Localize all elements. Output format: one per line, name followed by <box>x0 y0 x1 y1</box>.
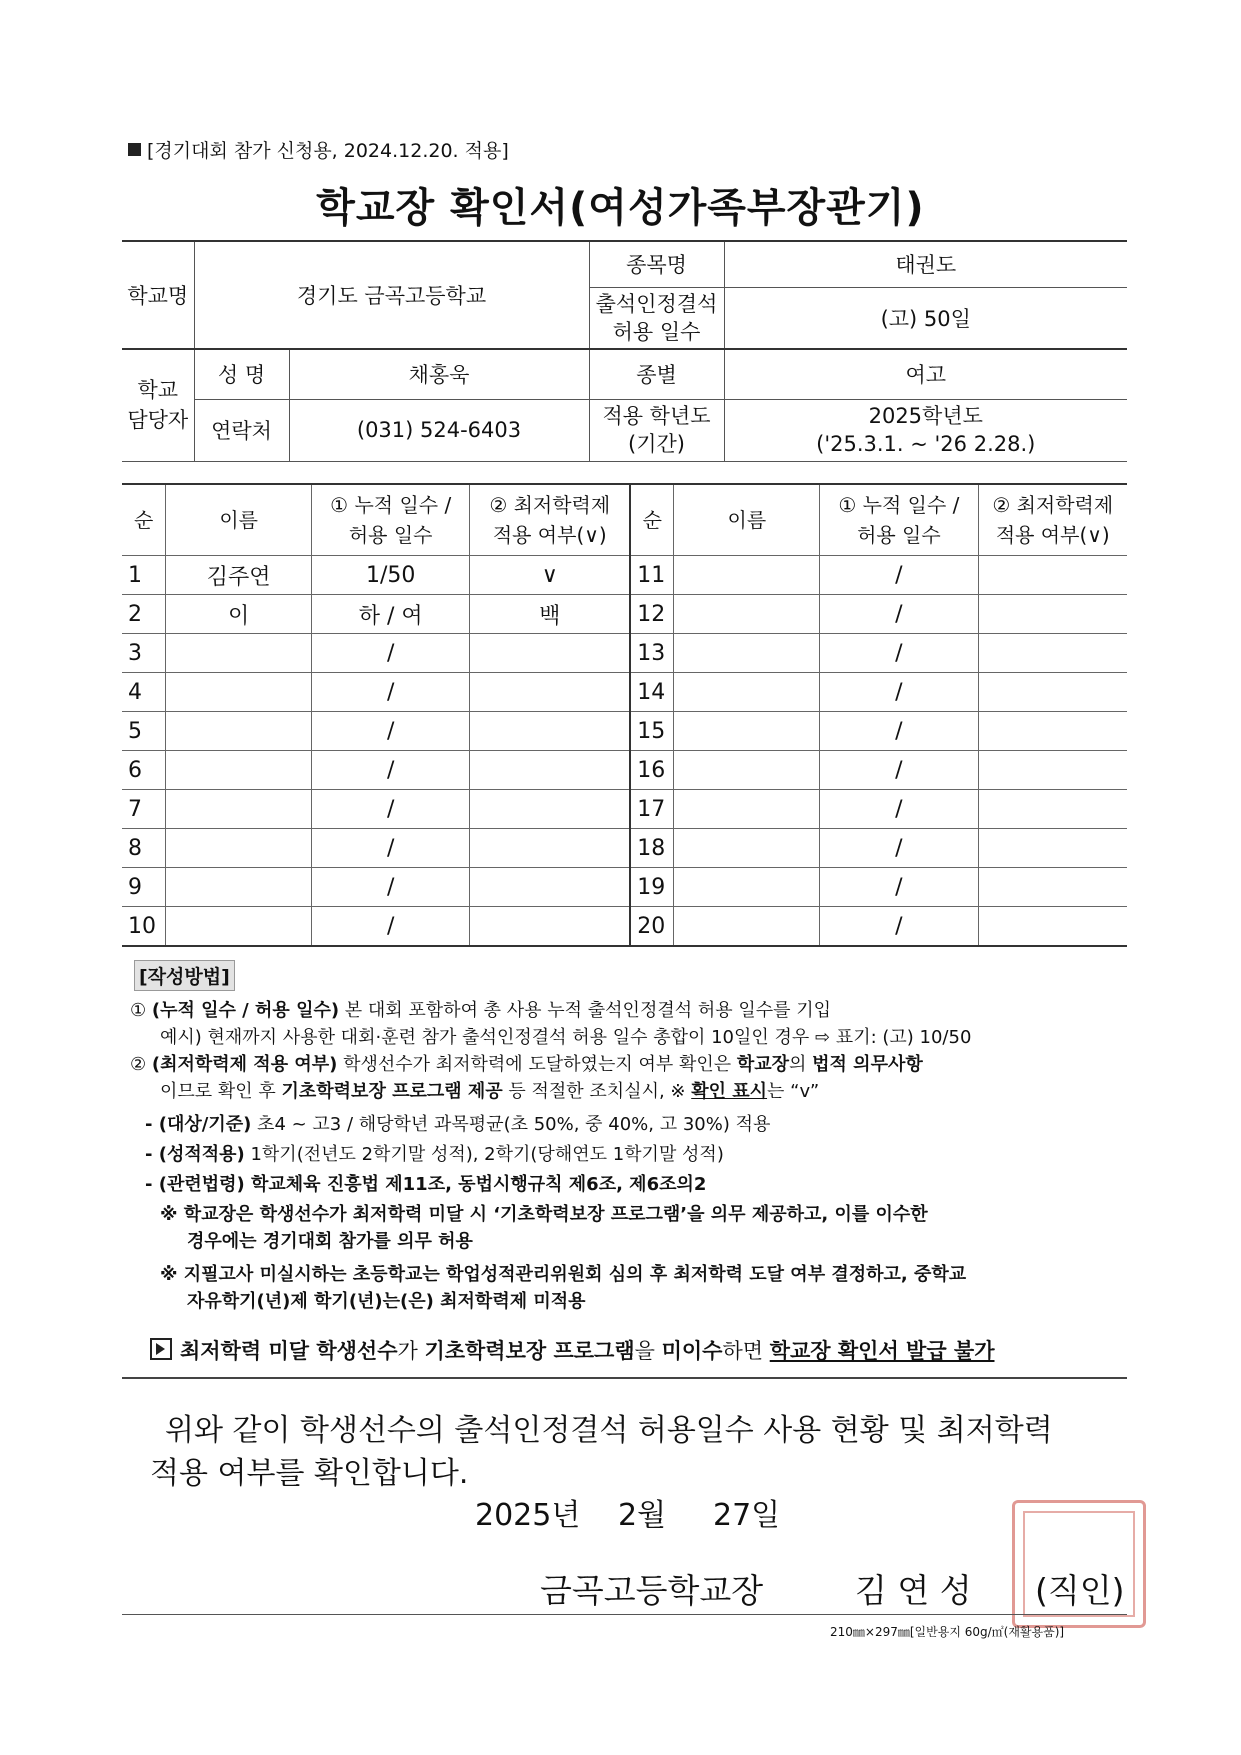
bottom-divider <box>122 1614 1127 1615</box>
header-seq: 순 <box>122 484 166 556</box>
cell-name <box>166 868 312 907</box>
cell-days: / <box>312 673 470 712</box>
cell-seq: 13 <box>630 634 674 673</box>
cell-seq: 2 <box>122 595 166 634</box>
square-bullet-icon <box>128 143 141 156</box>
cell-min: ∨ <box>470 556 630 595</box>
cell-seq: 4 <box>122 673 166 712</box>
header-days: ① 누적 일수 / 허용 일수 <box>312 484 470 556</box>
cell-min <box>978 907 1127 947</box>
cell-name: 이 <box>166 595 312 634</box>
category-value: 여고 <box>724 349 1127 399</box>
table-row <box>122 712 1127 751</box>
cell-seq: 11 <box>630 556 674 595</box>
cell-name <box>674 907 820 947</box>
event-value: 태권도 <box>724 241 1127 287</box>
contact-label: 연락처 <box>194 399 289 461</box>
cell-days: / <box>820 868 978 907</box>
cell-name <box>166 829 312 868</box>
cell-min <box>470 868 630 907</box>
name-label: 성 명 <box>194 349 289 399</box>
cell-min <box>470 751 630 790</box>
cell-min <box>978 673 1127 712</box>
cell-name <box>674 673 820 712</box>
cell-min <box>470 790 630 829</box>
principal-seal-label: (직인) <box>1035 1571 1125 1610</box>
cell-seq: 12 <box>630 595 674 634</box>
divider <box>122 1377 1127 1379</box>
cell-min: 백 <box>470 595 630 634</box>
table-row <box>122 673 1127 712</box>
cell-min <box>470 634 630 673</box>
manager-label: 학교 담당자 <box>122 349 194 461</box>
cell-min <box>978 868 1127 907</box>
cell-days: / <box>820 829 978 868</box>
arrow-box-icon <box>150 1338 172 1360</box>
cell-seq: 18 <box>630 829 674 868</box>
table-row <box>122 907 1127 947</box>
cell-min <box>978 712 1127 751</box>
cell-name <box>166 790 312 829</box>
cell-min <box>978 595 1127 634</box>
student-list-table <box>122 483 1127 947</box>
cell-name <box>674 829 820 868</box>
name-value: 채홍욱 <box>289 349 589 399</box>
cell-days: 하 / 여 <box>312 595 470 634</box>
cell-days: / <box>312 790 470 829</box>
school-label: 학교명 <box>122 241 194 349</box>
cell-min <box>470 712 630 751</box>
allow-label: 출석인정결석 허용 일수 <box>589 287 724 349</box>
cell-days: / <box>312 907 470 947</box>
date-day: 27일 <box>713 1498 781 1533</box>
cell-days: / <box>820 712 978 751</box>
cell-days: / <box>820 595 978 634</box>
method-line-3: ② (최저학력제 적용 여부) 학생선수가 최저학력에 도달하였는지 여부 확인은 학교장의 법적 의무사항 <box>130 1054 923 1075</box>
cell-seq: 20 <box>630 907 674 947</box>
header-tag: [경기대회 참가 신청용, 2024.12.20. 적용] <box>128 136 509 163</box>
table-row <box>122 829 1127 868</box>
cell-days: / <box>820 790 978 829</box>
cell-name <box>674 751 820 790</box>
paper-spec: 210㎜×297㎜[일반용지 60g/㎡(재활용품)] <box>830 1625 1065 1639</box>
contact-value: (031) 524-6403 <box>289 399 589 461</box>
method-line-7: - (관련법령) 학교체육 진흥법 제11조, 동법시행규칙 제6조, 제6조의2 <box>145 1174 707 1195</box>
cell-seq: 7 <box>122 790 166 829</box>
cell-min <box>470 829 630 868</box>
method-line-5: - (대상/기준) 초4 ~ 고3 / 해당학년 과목평균(초 50%, 중 40%, 고 30%) 적용 <box>145 1114 771 1135</box>
cell-days: / <box>820 673 978 712</box>
cell-min <box>978 790 1127 829</box>
cell-name <box>166 712 312 751</box>
principal-school: 금곡고등학교장 <box>540 1571 764 1610</box>
list-header-row <box>122 484 1127 556</box>
statement-line-1: 위와 같이 학생선수의 출석인정결석 허용일수 사용 현황 및 최저학력 <box>165 1413 1053 1448</box>
method-line-2: 예시) 현재까지 사용한 대회·훈련 참가 출석인정결석 허용 일수 총합이 10일인 경우 ⇨ 표기: (고) 10/50 <box>160 1027 972 1048</box>
method-line-10: ※ 지필고사 미실시하는 초등학교는 학업성적관리위원회 심의 후 최저학력 도달 여부 결정하고, 중학교 <box>160 1264 967 1285</box>
cell-seq: 8 <box>122 829 166 868</box>
cell-seq: 17 <box>630 790 674 829</box>
cell-min <box>978 829 1127 868</box>
cell-days: / <box>820 907 978 947</box>
cell-seq: 9 <box>122 868 166 907</box>
statement-line-2: 적용 여부를 확인합니다. <box>150 1456 469 1491</box>
table-row <box>122 634 1127 673</box>
cell-seq: 1 <box>122 556 166 595</box>
cell-days: / <box>820 556 978 595</box>
cell-days: / <box>312 634 470 673</box>
cell-min <box>978 634 1127 673</box>
method-line-6: - (성적적용) 1학기(전년도 2학기말 성적), 2학기(당해연도 1학기말 성적) <box>145 1144 724 1165</box>
cell-days: / <box>312 751 470 790</box>
date-year: 2025년 <box>475 1498 581 1533</box>
cell-days: / <box>312 829 470 868</box>
cell-name <box>674 790 820 829</box>
cell-days: / <box>820 634 978 673</box>
table-row <box>122 868 1127 907</box>
allow-value: (고) 50일 <box>724 287 1127 349</box>
year-value: 2025학년도 ('25.3.1. ~ '26 2.28.) <box>724 399 1127 461</box>
method-title: [작성방법] <box>134 960 235 991</box>
cell-name <box>674 634 820 673</box>
method-line-1: ① (누적 일수 / 허용 일수) 본 대회 포함하여 총 사용 누적 출석인정결석 허용 일수를 기입 <box>130 1000 831 1021</box>
cell-min <box>470 907 630 947</box>
year-label: 적용 학년도 (기간) <box>589 399 724 461</box>
page-title: 학교장 확인서(여성가족부장관기) <box>316 185 925 231</box>
cell-seq: 19 <box>630 868 674 907</box>
table-row <box>122 751 1127 790</box>
cell-days: / <box>820 751 978 790</box>
cell-min <box>978 751 1127 790</box>
cell-seq: 16 <box>630 751 674 790</box>
category-label: 종별 <box>589 349 724 399</box>
cell-name <box>674 595 820 634</box>
cell-name <box>166 907 312 947</box>
cell-min <box>470 673 630 712</box>
school-name: 경기도 금곡고등학교 <box>194 241 589 349</box>
principal-name: 김 연 성 <box>855 1571 972 1610</box>
cell-name <box>166 634 312 673</box>
method-line-11: 자유학기(년)제 학기(년)는(은) 최저학력제 미적용 <box>187 1291 586 1312</box>
cell-name <box>674 712 820 751</box>
cell-seq: 6 <box>122 751 166 790</box>
method-line-8: ※ 학교장은 학생선수가 최저학력 미달 시 ‘기초학력보장 프로그램’을 의무 제공하고, 이를 이수한 <box>160 1204 928 1225</box>
header-days: ① 누적 일수 / 허용 일수 <box>820 484 978 556</box>
table-row <box>122 790 1127 829</box>
method-line-9: 경우에는 경기대회 참가를 의무 허용 <box>187 1231 473 1252</box>
header-name: 이름 <box>674 484 820 556</box>
cell-seq: 3 <box>122 634 166 673</box>
date-month: 2월 <box>618 1498 667 1533</box>
notice-line: 최저학력 미달 학생선수가 기초학력보장 프로그램을 미이수하면 학교장 확인서 발급 불가 <box>150 1335 995 1365</box>
cell-min <box>978 556 1127 595</box>
cell-name: 김주연 <box>166 556 312 595</box>
method-line-4: 이므로 확인 후 기초학력보장 프로그램 제공 등 적절한 조치실시, ※ 확인 표시는 “v” <box>160 1081 820 1102</box>
cell-name <box>166 673 312 712</box>
cell-name <box>674 868 820 907</box>
header-name: 이름 <box>166 484 312 556</box>
header-min: ② 최저학력제 적용 여부(∨) <box>470 484 630 556</box>
info-table <box>122 240 1127 462</box>
table-row <box>122 595 1127 634</box>
table-row <box>122 556 1127 595</box>
cell-seq: 10 <box>122 907 166 947</box>
header-seq: 순 <box>630 484 674 556</box>
cell-days: / <box>312 868 470 907</box>
cell-days: / <box>312 712 470 751</box>
cell-seq: 15 <box>630 712 674 751</box>
cell-days: 1/50 <box>312 556 470 595</box>
cell-name <box>674 556 820 595</box>
cell-seq: 14 <box>630 673 674 712</box>
cell-name <box>166 751 312 790</box>
header-min: ② 최저학력제 적용 여부(∨) <box>978 484 1127 556</box>
event-label: 종목명 <box>589 241 724 287</box>
cell-seq: 5 <box>122 712 166 751</box>
